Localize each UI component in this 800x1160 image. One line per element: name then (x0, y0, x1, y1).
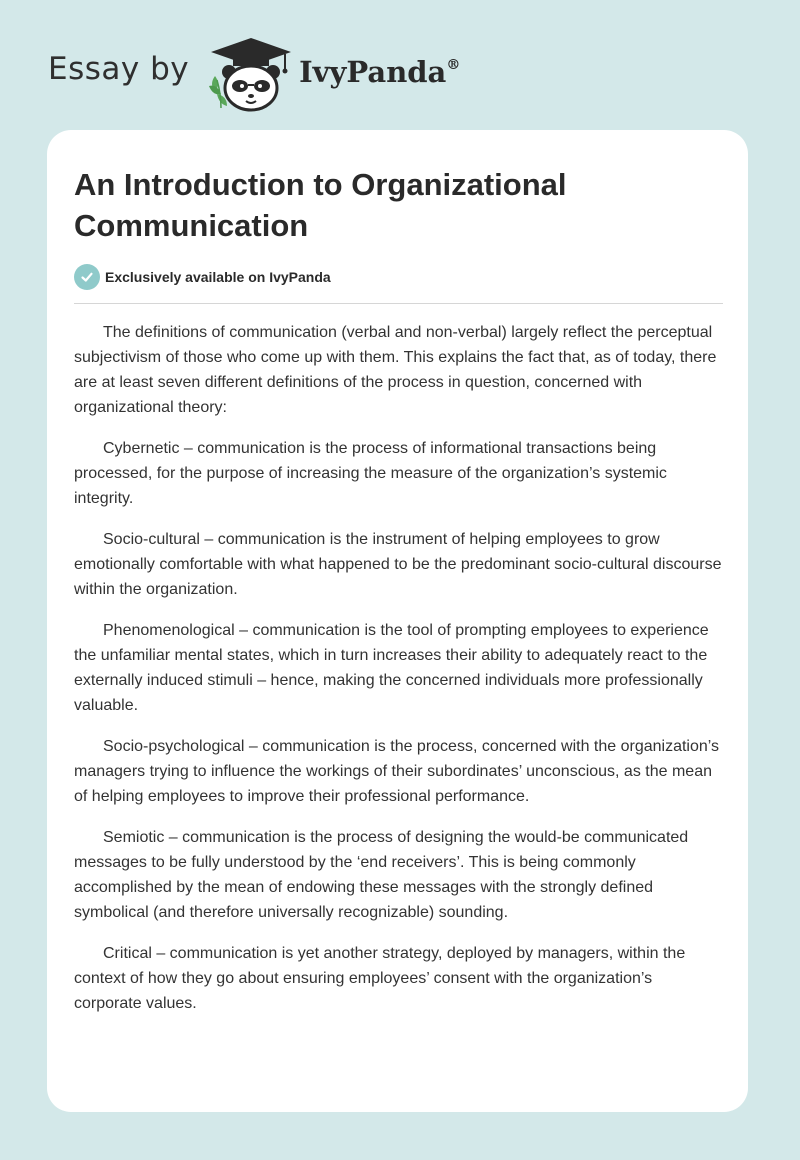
divider (74, 303, 723, 304)
exclusive-badge (74, 264, 331, 290)
article-body (74, 320, 724, 1032)
page-title: An Introduction to Organizational Communication (74, 167, 567, 243)
paragraph: Cybernetic – communication is the process of informational transactions being processed, for the purpose of increasing the measure of the organization’s systemic integrity. (74, 440, 667, 507)
site-header (48, 34, 460, 114)
paragraph: Critical – communication is yet another strategy, deployed by managers, within the context of how they go about ensuring employees’ consent with the organization’s corporate values. (74, 945, 686, 1012)
brand-name[interactable] (299, 55, 460, 89)
article-card (47, 130, 748, 1112)
panda-graduate-logo-icon[interactable] (205, 36, 297, 112)
paragraph: Semiotic – communication is the process of designing the would-be communicated messages to be fully understood by the ‘end receivers’. This is being commonly accomplished by the mean of endowing these messages with the strongly defined symbolical (and therefore universally recognizable) sounding. (74, 829, 689, 921)
paragraph: Socio-psychological – communication is the process, concerned with the organization’s managers trying to influence the workings of their subordinates’ unconscious, as the mean of helping employees to improve their professional performance. (74, 738, 720, 805)
exclusive-label: Exclusively available on IvyPanda (105, 269, 331, 285)
brand-text: IvyPanda (299, 55, 447, 89)
paragraph: Socio-cultural – communication is the instrument of helping employees to grow emotionally comfortable with what happened to be the predominant socio-cultural discourse within the organization. (74, 531, 722, 598)
check-icon (74, 264, 100, 290)
paragraph: The definitions of communication (verbal and non-verbal) largely reflect the perceptual subjectivism of those who come up with them. This explains the fact that, as of today, there are at least seven different definitions of the process in question, concerned with organizational theory: (74, 324, 717, 416)
paragraph: Phenomenological – communication is the tool of prompting employees to experience the unfamiliar mental states, which in turn increases their ability to adequately react to the externally induced stimuli – hence, making the concerned individuals more professionally valuable. (74, 622, 709, 714)
essay-by-label: Essay by (48, 51, 190, 87)
registered-mark: ® (446, 57, 461, 73)
